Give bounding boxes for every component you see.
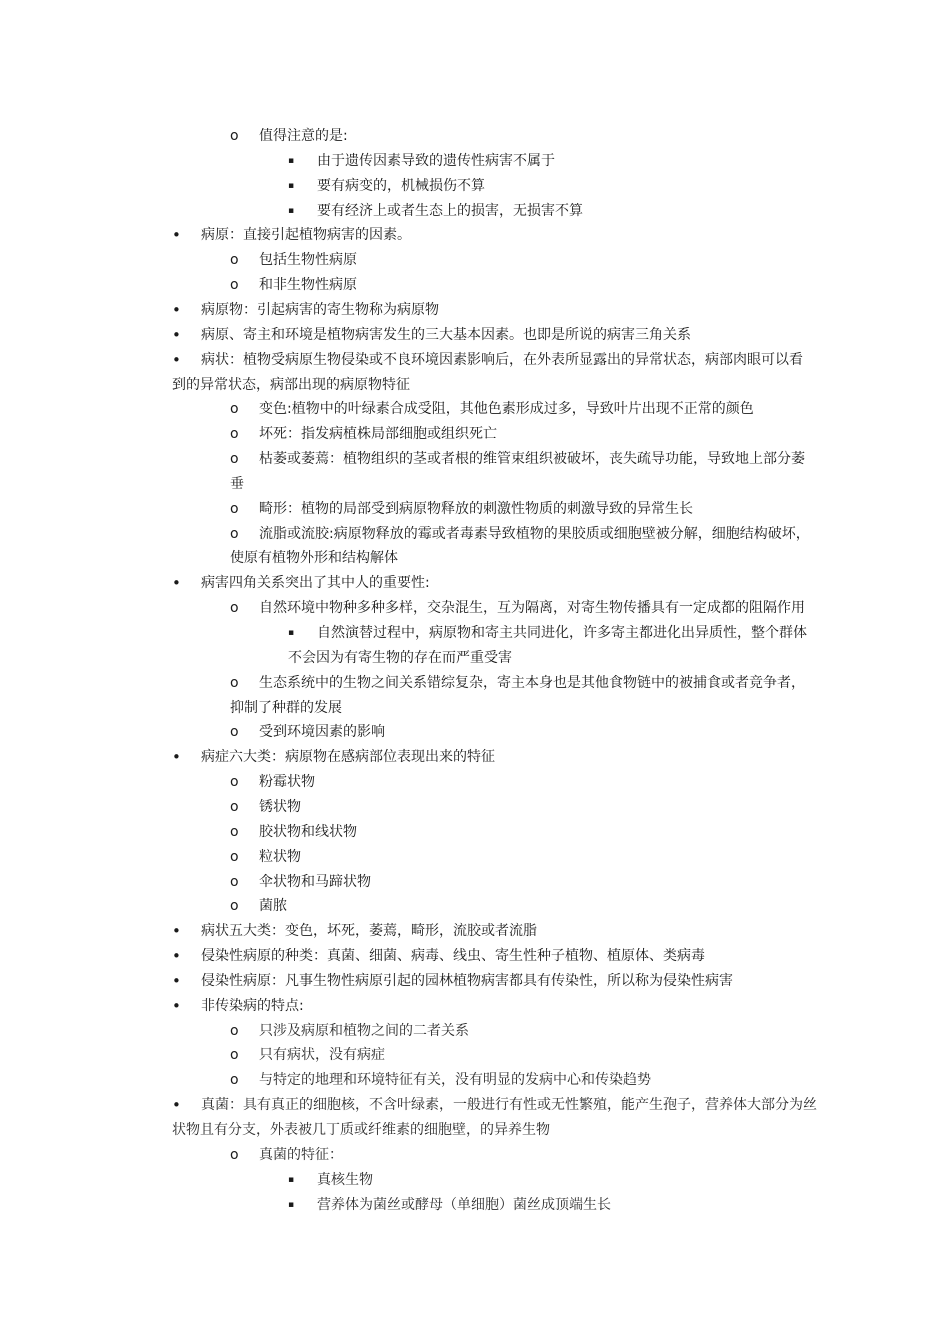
list-item-level-2: 流脂或流胶:病原物释放的霉或者毒素导致植物的果胶质或细胞壁被分解，细胞结构破坏， xyxy=(259,526,810,542)
list-bullet: o xyxy=(230,675,239,691)
list-item-continuation: 状物且有分支，外表被几丁质或纤维素的细胞壁，的异养生物 xyxy=(172,1122,550,1138)
list-bullet: o xyxy=(230,874,239,890)
list-bullet: o xyxy=(230,849,239,865)
list-bullet: o xyxy=(230,774,239,790)
list-item-level-2: 真菌的特征： xyxy=(259,1147,343,1163)
list-item-continuation: 抑制了种群的发展 xyxy=(230,700,342,716)
list-item-level-1: 病状：植物受病原生物侵染或不良环境因素影响后，在外表所显露出的异常状态，病部肉眼可以看 xyxy=(201,352,803,368)
list-bullet: o xyxy=(230,451,239,467)
list-bullet: ▪ xyxy=(288,156,295,166)
list-item-level-2: 粒状物 xyxy=(259,849,301,865)
list-item-level-1: 病原、寄主和环境是植物病害发生的三大基本因素。也即是所说的病害三角关系 xyxy=(201,327,691,343)
list-bullet: o xyxy=(230,1147,239,1163)
list-item-level-2: 坏死：指发病植株局部细胞或组织死亡 xyxy=(259,426,497,442)
list-item-level-2: 粉霉状物 xyxy=(259,774,315,790)
list-item-level-1: 侵染性病原：凡事生物性病原引起的园林植物病害都具有传染性，所以称为侵染性病害 xyxy=(201,973,733,989)
list-bullet: ▪ xyxy=(288,181,295,191)
list-bullet: ▪ xyxy=(288,1175,295,1185)
list-item-level-2: 值得注意的是: xyxy=(259,128,348,144)
list-bullet: • xyxy=(172,351,181,369)
list-item-level-2: 只有病状，没有病症 xyxy=(259,1047,385,1063)
list-item-level-2: 畸形：植物的局部受到病原物释放的刺激性物质的刺激导致的异常生长 xyxy=(259,501,693,517)
list-item-level-2: 锈状物 xyxy=(259,799,301,815)
list-bullet: o xyxy=(230,898,239,914)
list-item-level-1: 病症六大类：病原物在感病部位表现出来的特征 xyxy=(201,749,495,765)
list-item-level-3: 自然演替过程中，病原物和寄主共同进化，许多寄主都进化出异质性，整个群体 xyxy=(317,625,807,641)
list-bullet: • xyxy=(172,922,181,940)
list-item-level-2: 枯萎或萎蔫：植物组织的茎或者根的维管束组织被破坏，丧失疏导功能，导致地上部分萎 xyxy=(259,451,805,467)
list-item-level-2: 自然环境中物种多种多样，交杂混生，互为隔离，对寄生物传播具有一定成都的阻隔作用 xyxy=(259,600,805,616)
list-bullet: ▪ xyxy=(288,628,295,638)
list-item-continuation: 垂 xyxy=(230,476,244,492)
list-bullet: • xyxy=(172,748,181,766)
list-item-level-2: 受到环境因素的影响 xyxy=(259,724,385,740)
list-bullet: o xyxy=(230,426,239,442)
list-item-level-3: 真核生物 xyxy=(317,1172,373,1188)
list-item-level-1: 病原：直接引起植物病害的因素。 xyxy=(201,227,411,243)
list-item-continuation: 使原有植物外形和结构解体 xyxy=(230,550,398,566)
list-bullet: o xyxy=(230,1023,239,1039)
list-bullet: ▪ xyxy=(288,206,295,216)
list-bullet: • xyxy=(172,301,181,319)
list-item-continuation: 不会因为有寄生物的存在而严重受害 xyxy=(288,650,512,666)
list-item-level-2: 与特定的地理和环境特征有关，没有明显的发病中心和传染趋势 xyxy=(259,1072,651,1088)
list-item-level-3: 要有病变的，机械损伤不算 xyxy=(317,178,485,194)
list-bullet: • xyxy=(172,326,181,344)
list-bullet: o xyxy=(230,501,239,517)
list-item-level-2: 变色:植物中的叶绿素合成受阻，其他色素形成过多，导致叶片出现不正常的颜色 xyxy=(259,401,754,417)
list-bullet: o xyxy=(230,526,239,542)
list-item-level-1: 病状五大类：变色，坏死，萎蔫，畸形，流胶或者流脂 xyxy=(201,923,537,939)
list-item-level-1: 真菌：具有真正的细胞核，不含叶绿素，一般进行有性或无性繁殖，能产生孢子，营养体大部分为丝 xyxy=(201,1097,817,1113)
list-bullet: o xyxy=(230,600,239,616)
list-item-level-2: 胶状物和线状物 xyxy=(259,824,357,840)
list-bullet: o xyxy=(230,252,239,268)
list-bullet: • xyxy=(172,226,181,244)
list-bullet: o xyxy=(230,724,239,740)
list-item-level-3: 由于遗传因素导致的遗传性病害不属于 xyxy=(317,153,555,169)
list-item-level-1: 病原物：引起病害的寄生物称为病原物 xyxy=(201,302,439,318)
list-bullet: • xyxy=(172,972,181,990)
list-item-level-2: 只涉及病原和植物之间的二者关系 xyxy=(259,1023,469,1039)
list-item-level-2: 生态系统中的生物之间关系错综复杂，寄主本身也是其他食物链中的被捕食或者竞争者， xyxy=(259,675,805,691)
list-bullet: • xyxy=(172,1096,181,1114)
list-bullet: • xyxy=(172,997,181,1015)
list-item-level-2: 伞状物和马蹄状物 xyxy=(259,874,371,890)
list-item-level-3: 要有经济上或者生态上的损害，无损害不算 xyxy=(317,203,583,219)
list-bullet: o xyxy=(230,401,239,417)
list-bullet: • xyxy=(172,947,181,965)
list-bullet: o xyxy=(230,1072,239,1088)
list-bullet: o xyxy=(230,1047,239,1063)
list-bullet: • xyxy=(172,574,181,592)
list-item-level-2: 和非生物性病原 xyxy=(259,277,357,293)
list-item-level-1: 侵染性病原的种类：真菌、细菌、病毒、线虫、寄生性种子植物、植原体、类病毒 xyxy=(201,948,705,964)
list-bullet: o xyxy=(230,824,239,840)
list-item-level-2: 菌脓 xyxy=(259,898,287,914)
list-bullet: ▪ xyxy=(288,1200,295,1210)
list-item-continuation: 到的异常状态，病部出现的病原物特征 xyxy=(172,377,410,393)
list-item-level-1: 病害四角关系突出了其中人的重要性: xyxy=(201,575,430,591)
list-bullet: o xyxy=(230,277,239,293)
list-item-level-1: 非传染病的特点: xyxy=(201,998,304,1014)
list-item-level-2: 包括生物性病原 xyxy=(259,252,357,268)
list-item-level-3: 营养体为菌丝或酵母（单细胞）菌丝成顶端生长 xyxy=(317,1197,611,1213)
list-bullet: o xyxy=(230,128,239,144)
list-bullet: o xyxy=(230,799,239,815)
